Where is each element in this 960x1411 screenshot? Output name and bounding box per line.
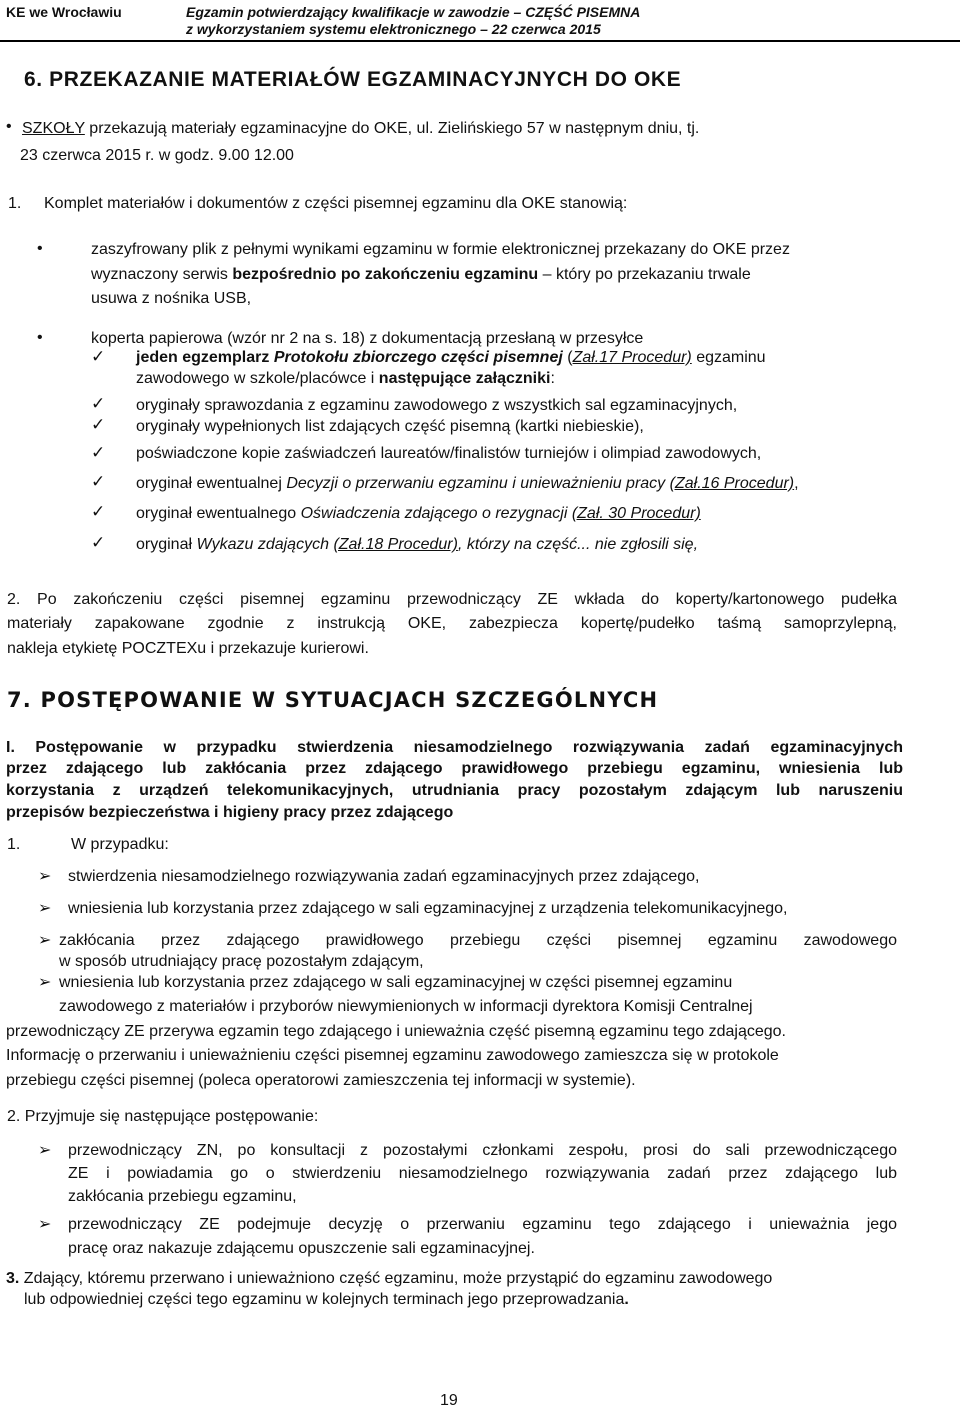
s6-c4: poświadczone kopie zaświadczeń laureatów/finalistów turniejów i olimpiad zawodowych, [136, 445, 762, 462]
procedure-ref: Zał.17 Procedur) [572, 349, 692, 366]
s7-p3-line-2 [24, 1289, 629, 1310]
s7-a4-line-2: zawodowego z materiałów i przyborów niewymienionych w informacji dyrektora Komisji Centralnej [59, 998, 753, 1015]
italic-text: Wykazu zdających [196, 536, 329, 553]
s6-p2-line-2: materiały zapakowane zgodnie z instrukcją OKE, zabezpiecza kopertę/pudełko taśmą samoprzylepną, [7, 615, 897, 632]
procedure-ref: (Zał. 30 Procedur) [571, 505, 701, 522]
page-number: 19 [440, 1392, 458, 1409]
s7-b1-line-1: przewodniczący ZN, po konsultacji z pozostałymi członkami zespołu, prosi do sali przewodniczącego [68, 1142, 897, 1159]
schools-line-2: 23 czerwca 2015 r. w godz. 9.00 12.00 [20, 147, 294, 164]
s7-cont-line-1: przewodniczący ZE przerywa egzamin tego zdającego i unieważnia część pisemną egzaminu tego zdającego. [6, 1023, 786, 1040]
bold-text: . [624, 1291, 629, 1308]
s7-a2: wniesienia lub korzystania przez zdającego w sali egzaminacyjnej z urządzenia telekomunikacyjnego, [68, 900, 788, 917]
check-icon: ✓ [91, 415, 106, 434]
s6-p2-line-3: nakleja etykietę POCZTEXu i przekazuje kurierowi. [7, 640, 369, 657]
check-icon: ✓ [91, 533, 106, 552]
arrow-bullet-icon: ➢ [38, 1142, 52, 1159]
s7-b2-line-2: pracę oraz nakazuje zdającemu opuszczenie sali egzaminacyjnej. [68, 1240, 535, 1257]
text: wyznaczony serwis [91, 266, 233, 283]
text: – który po przekazaniu trwale [538, 266, 751, 283]
s6-p1-text: Komplet materiałów i dokumentów z części pisemnej egzaminu dla OKE stanowią: [44, 195, 628, 212]
s7-I-line-3: korzystania z urządzeń telekomunikacyjnych, utrudniania pracy pozostałym zdającym lub naruszeniu [6, 782, 903, 799]
text: lub odpowiedniej części tego egzaminu w kolejnych terminach jego przeprowadzania [24, 1291, 625, 1308]
bold-text: następujące załączniki [378, 370, 551, 387]
s7-I-line-1: I. Postępowanie w przypadku stwierdzenia niesamodzielnego rozwiązywania zadań egzaminacyjnych [6, 739, 903, 756]
check-icon: ✓ [91, 443, 106, 462]
check-icon: ✓ [91, 472, 106, 491]
header-subtitle: z wykorzystaniem systemu elektronicznego – 22 czerwca 2015 [186, 21, 601, 37]
s7-b2-line-1: przewodniczący ZE podejmuje decyzję o przerwaniu egzaminu tego zdającego i unieważnia jego [68, 1216, 897, 1233]
procedure-ref: (Zał.18 Procedur) [333, 536, 458, 553]
s7-b1-line-2: ZE i powiadamia go o stwierdzeniu niesamodzielnego rozwiązywania zadań przez zdającego lub [68, 1165, 897, 1182]
s6-b1-line-3: usuwa z nośnika USB, [91, 290, 252, 307]
text: oryginał ewentualnego [136, 505, 301, 522]
s6-c5 [136, 473, 799, 494]
schools-word: SZKOŁY [22, 120, 85, 137]
s7-a4-line-1: wniesienia lub korzystania przez zdającego w sali egzaminacyjnej w części pisemnej egzaminu [59, 974, 733, 991]
s7-cont-line-3: przebiegu części pisemnej (poleca operatorowi zamieszczenia tej informacji w systemie). [6, 1072, 636, 1089]
header-divider [0, 40, 960, 42]
schools-text: przekazują materiały egzaminacyjne do OKE, ul. Zielińskiego 57 w następnym dniu, tj. [84, 120, 700, 137]
s7-b1-line-3: zakłócania przebiegu egzaminu, [68, 1188, 297, 1205]
procedure-ref: (Zał.16 Procedur) [669, 475, 795, 492]
s7-p1-text: W przypadku: [71, 836, 169, 853]
bullet-icon: • [37, 240, 43, 257]
bullet-icon: • [6, 118, 12, 135]
s7-I-line-4: przepisów bezpieczeństwa i higieny pracy przez zdającego [6, 804, 454, 821]
bold-text: jeden egzemplarz [136, 349, 274, 366]
s6-c3: oryginały wypełnionych list zdających część pisemną (kartki niebieskie), [136, 418, 644, 435]
text: oryginał ewentualnej [136, 475, 287, 492]
s6-c1-line-2 [136, 368, 555, 389]
s6-c6 [136, 503, 701, 524]
s6-c2: oryginały sprawozdania z egzaminu zawodowego z wszystkich sal egzaminacyjnych, [136, 397, 738, 414]
check-icon: ✓ [91, 394, 106, 413]
section-6-title: 6. PRZEKAZANIE MATERIAŁÓW EGZAMINACYJNYCH DO OKE [24, 68, 682, 91]
s7-I-line-2: przez zdającego lub zakłócania przez zdającego prawidłowego przebiegu egzaminu, wniesienia lub [6, 760, 903, 777]
italic-text: Oświadczenia zdającego o rezygnacji [300, 505, 568, 522]
arrow-bullet-icon: ➢ [38, 900, 52, 917]
bold-italic-text: Protokołu zbiorczego części pisemnej [273, 349, 563, 366]
arrow-bullet-icon: ➢ [38, 974, 52, 991]
text: ( [562, 349, 573, 366]
check-icon: ✓ [91, 347, 106, 366]
header-title: Egzamin potwierdzający kwalifikacje w zawodzie – CZĘŚĆ PISEMNA [186, 4, 641, 20]
text: , [794, 475, 799, 492]
bullet-icon: • [37, 329, 43, 346]
section-7-title: 7. POSTĘPOWANIE W SYTUACJACH SZCZEGÓLNYCH [7, 688, 659, 712]
s7-p1-number: 1. [7, 836, 21, 853]
s6-p2-line-1: 2. Po zakończeniu części pisemnej egzaminu przewodniczący ZE wkłada do koperty/kartonowego pudełka [7, 591, 897, 608]
s7-p2: 2. Przyjmuje się następujące postępowanie: [7, 1108, 319, 1125]
s6-p1-number: 1. [8, 195, 22, 212]
s6-b1-line-2 [91, 264, 751, 285]
text: Zdający, któremu przerwano i unieważniono część egzaminu, może przystąpić do egzaminu zawodowego [19, 1270, 773, 1287]
s7-cont-line-2: Informację o przerwaniu i unieważnieniu części pisemnej egzaminu zawodowego zamieszcza się w protokole [6, 1047, 779, 1064]
arrow-bullet-icon: ➢ [38, 868, 52, 885]
text: zawodowego w szkole/placówce i [136, 370, 379, 387]
s7-p3-line-1 [6, 1268, 906, 1289]
italic-text: , którzy na część... nie zgłosili się, [457, 536, 699, 553]
s7-a3-line-1: zakłócania przez zdającego prawidłowego przebiegu części pisemnej egzaminu zawodowego [59, 932, 897, 949]
schools-line-1 [22, 118, 952, 139]
text: oryginał [136, 536, 197, 553]
s6-c7 [136, 534, 698, 555]
text: : [550, 370, 555, 387]
arrow-bullet-icon: ➢ [38, 932, 52, 949]
s6-b2-line-1: koperta papierowa (wzór nr 2 na s. 18) z dokumentacją przesłaną w przesyłce [91, 330, 644, 347]
bold-text: bezpośrednio po zakończeniu egzaminu [232, 266, 539, 283]
s6-c1-line-1 [136, 347, 766, 368]
s7-a3-line-2: w sposób utrudniający pracę pozostałym zdającym, [59, 953, 424, 970]
s7-a1: stwierdzenia niesamodzielnego rozwiązywania zadań egzaminacyjnych przez zdającego, [68, 868, 700, 885]
bold-text: 3. [6, 1270, 20, 1287]
header-institution: KE we Wrocławiu [6, 4, 122, 20]
arrow-bullet-icon: ➢ [38, 1216, 52, 1233]
text: egzaminu [691, 349, 766, 366]
italic-text: Decyzji o przerwaniu egzaminu i unieważnieniu pracy [286, 475, 666, 492]
check-icon: ✓ [91, 502, 106, 521]
s6-b1-line-1: zaszyfrowany plik z pełnymi wynikami egzaminu w formie elektronicznej przekazany do OKE przez [91, 241, 790, 258]
